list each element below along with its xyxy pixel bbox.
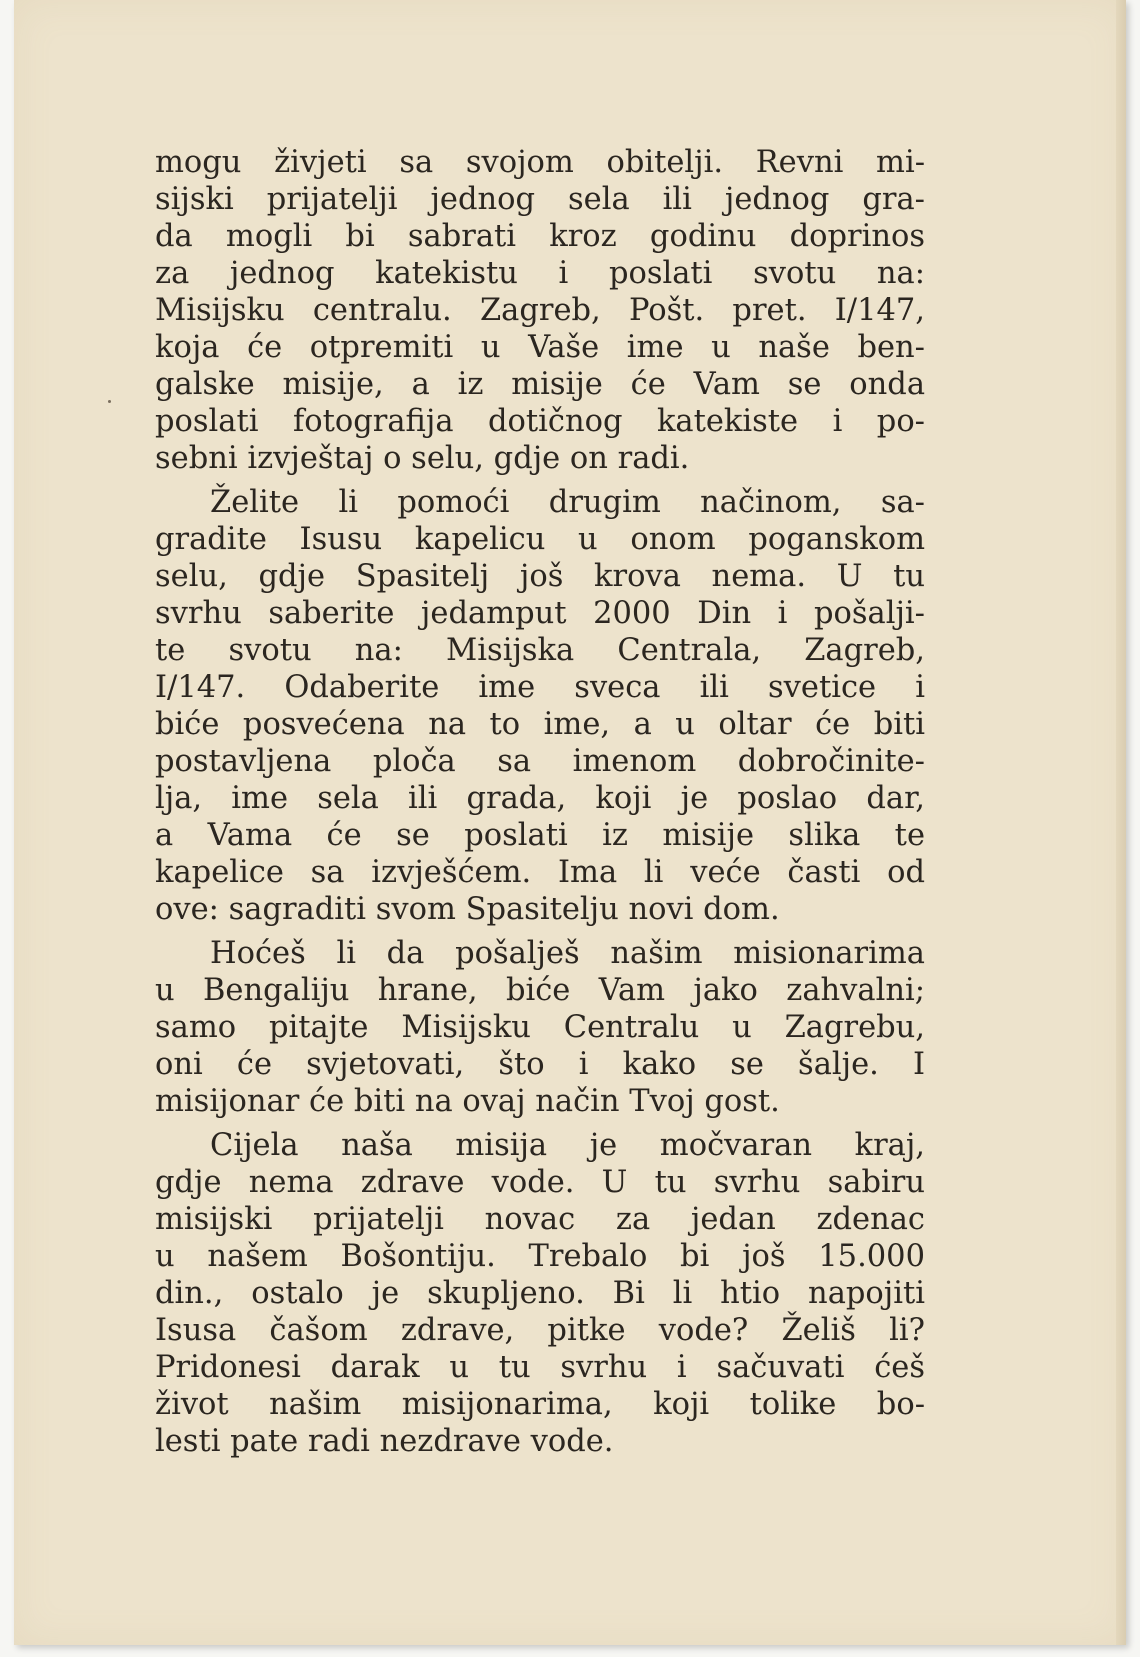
text-line: sijski prijatelji jednog sela ili jednog gra- xyxy=(155,182,925,217)
text-line: Cijela naša misija je močvaran kraj, xyxy=(210,1128,925,1163)
text-line: lja, ime sela ili grada, koji je poslao dar, xyxy=(155,781,925,816)
text-line: da mogli bi sabrati kroz godinu doprinos xyxy=(155,219,925,254)
text-line: Želite li pomoći drugim načinom, sa- xyxy=(210,485,925,520)
text-line: selu, gdje Spasitelj još krova nema. U tu xyxy=(155,559,925,594)
paragraph-3 xyxy=(155,935,925,1120)
text-line: za jednog katekistu i poslati svotu na: xyxy=(155,256,925,291)
text-line: galske misije, a iz misije će Vam se onda xyxy=(155,367,925,402)
page-edge xyxy=(1116,0,1126,1645)
text-line: Isusa čašom zdrave, pitke vode? Želiš li? xyxy=(155,1313,925,1348)
paragraph-4 xyxy=(155,1127,925,1460)
text-line: mogu živjeti sa svojom obitelji. Revni mi- xyxy=(155,145,925,180)
text-line: koja će otpremiti u Vaše ime u naše ben- xyxy=(155,330,925,365)
text-line: te svotu na: Misijska Centrala, Zagreb, xyxy=(155,633,925,668)
text-line: misijski prijatelji novac za jedan zdenac xyxy=(155,1202,925,1237)
paragraph-2 xyxy=(155,484,925,928)
text-line: kapelice sa izvješćem. Ima li veće časti od xyxy=(155,855,925,890)
text-line: Hoćeš li da pošalješ našim misionarima xyxy=(210,936,925,971)
text-line: poslati fotografija dotičnog katekiste i po- xyxy=(155,404,925,439)
text-line: svrhu saberite jedamput 2000 Din i pošalji- xyxy=(155,596,925,631)
body-text xyxy=(155,144,925,1460)
paper-speck xyxy=(108,400,111,403)
text-line: život našim misijonarima, koji tolike bo- xyxy=(155,1387,925,1422)
text-line: samo pitajte Misijsku Centralu u Zagrebu, xyxy=(155,1010,925,1045)
text-line: biće posvećena na to ime, a u oltar će biti xyxy=(155,707,925,742)
text-line: gdje nema zdrave vode. U tu svrhu sabiru xyxy=(155,1165,925,1200)
text-line: gradite Isusu kapelicu u onom poganskom xyxy=(155,522,925,557)
text-line: sebni izvještaj o selu, gdje on radi. xyxy=(155,441,690,476)
text-line: u Bengaliju hrane, biće Vam jako zahvalni; xyxy=(155,973,925,1008)
text-line: din., ostalo je skupljeno. Bi li htio napojiti xyxy=(155,1276,925,1311)
text-line: lesti pate radi nezdrave vode. xyxy=(155,1424,614,1459)
text-line: a Vama će se poslati iz misije slika te xyxy=(155,818,925,853)
text-line: u našem Bošontiju. Trebalo bi još 15.000 xyxy=(155,1239,925,1274)
text-line: Pridonesi darak u tu svrhu i sačuvati ćeš xyxy=(155,1350,925,1385)
text-line: postavljena ploča sa imenom dobročinite- xyxy=(155,744,925,779)
paragraph-1 xyxy=(155,144,925,477)
text-line: misijonar će biti na ovaj način Tvoj gost. xyxy=(155,1084,780,1119)
text-line: oni će svjetovati, što i kako se šalje. I xyxy=(155,1047,925,1082)
text-line: ove: sagraditi svom Spasitelju novi dom. xyxy=(155,892,780,927)
text-line: Misijsku centralu. Zagreb, Pošt. pret. I/147, xyxy=(155,293,925,328)
text-line: I/147. Odaberite ime sveca ili svetice i xyxy=(155,670,925,705)
